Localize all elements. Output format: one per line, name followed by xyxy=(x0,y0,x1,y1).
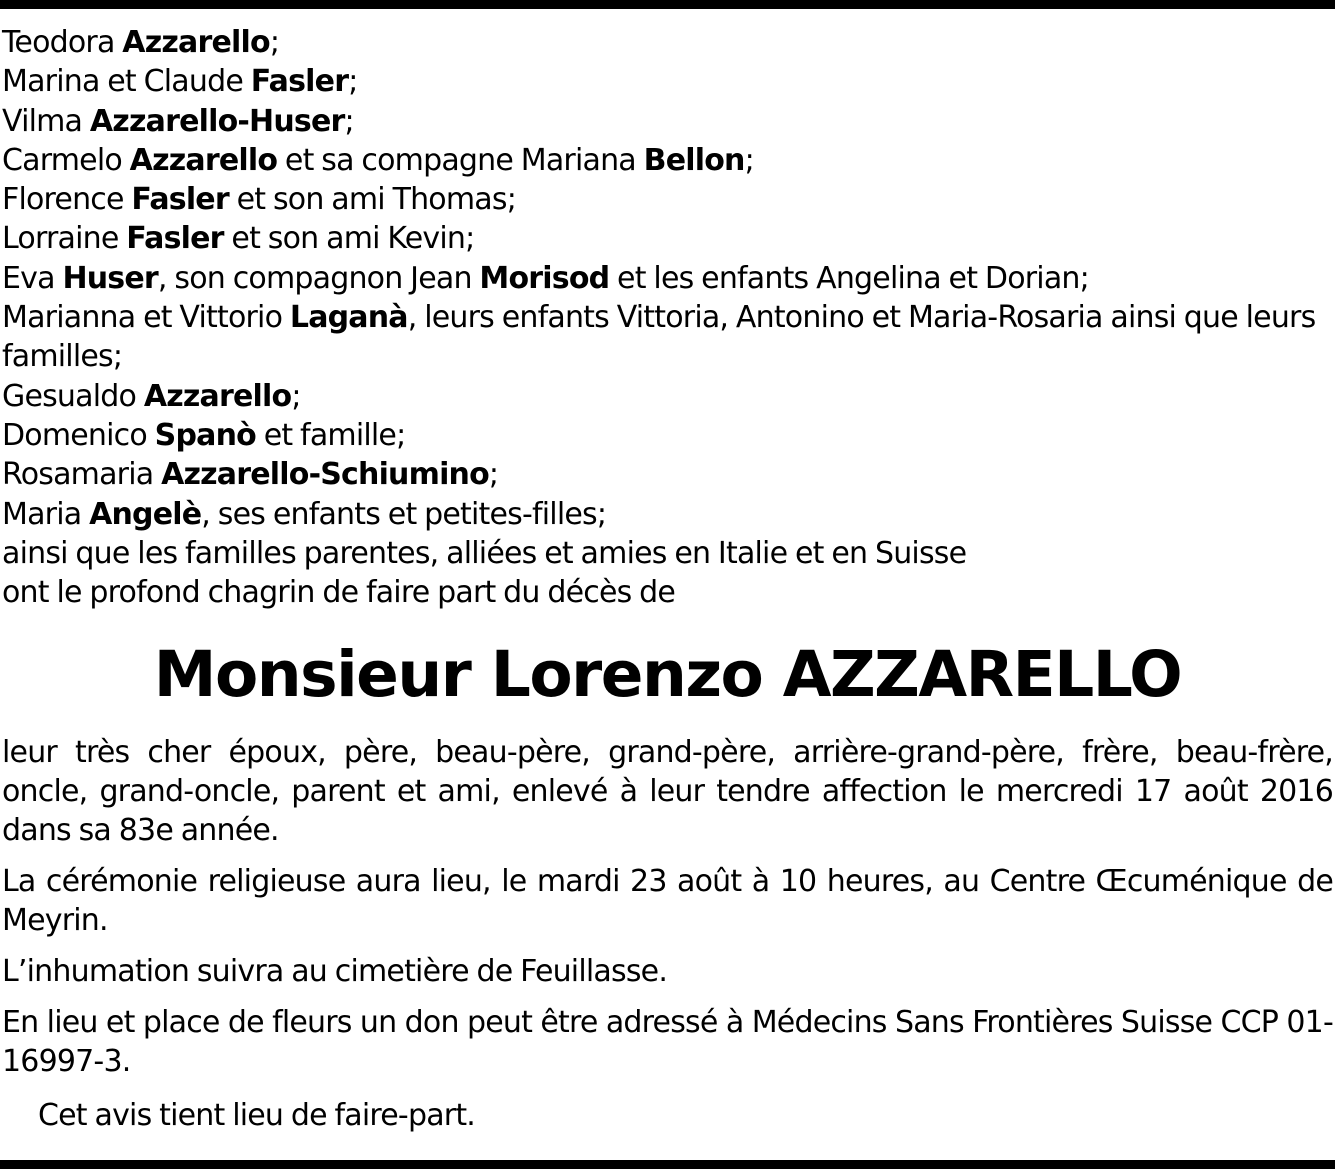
mourner-first-name: Lorraine xyxy=(2,221,127,257)
mourners-list xyxy=(2,23,1333,612)
mourner-suffix: ; xyxy=(488,457,499,493)
burial-paragraph: L’inhumation suivra au cimetière de Feuillasse. xyxy=(2,954,668,989)
bottom-rule xyxy=(0,1160,1335,1169)
mourner-suffix: et les enfants Angelina et Dorian; xyxy=(609,260,1089,296)
mourner-surname: Fasler xyxy=(131,182,229,218)
mourner-surname: Morisod xyxy=(479,260,610,296)
mourner-suffix: , leurs enfants Vittoria, Antonino et Maria-Rosaria ainsi que leurs familles; xyxy=(2,300,1316,375)
mourner-surname: Azzarello xyxy=(143,378,292,414)
mourner-first-name: Vilma xyxy=(2,103,90,139)
mourner-line xyxy=(2,23,1333,62)
mourner-suffix: ; xyxy=(348,64,358,100)
mourner-middle-text: et sa compagne Mariana xyxy=(277,142,644,178)
mourner-surname: Laganà xyxy=(289,300,408,336)
donation-paragraph: En lieu et place de fleurs un don peut être adressé à Médecins Sans Frontières Suisse CCP 01-16997-3. xyxy=(2,1005,1333,1079)
mourner-first-name: Gesualdo xyxy=(2,378,144,414)
mourner-first-name: Rosamaria xyxy=(2,457,162,493)
mourner-first-name: Teodora xyxy=(2,25,123,60)
mourner-first-name: Marina et Claude xyxy=(2,64,251,100)
mourner-first-name: Domenico xyxy=(2,417,155,453)
mourner-suffix: et son ami Thomas; xyxy=(228,182,517,218)
mourner-surname: Angelè xyxy=(89,496,202,532)
mourner-middle-text: , son compagnon Jean xyxy=(157,260,480,296)
mourner-line xyxy=(2,455,1333,494)
mourner-first-name: Marianna et Vittorio xyxy=(2,300,290,336)
mourner-surname: Azzarello xyxy=(129,142,278,178)
deceased-name: Monsieur Lorenzo AZZARELLO xyxy=(153,638,1182,711)
mourner-first-name: Florence xyxy=(2,182,132,218)
mourner-line xyxy=(2,495,1333,534)
mourner-suffix: , ses enfants et petites-filles; xyxy=(201,496,607,532)
mourner-first-name: Maria xyxy=(2,496,90,532)
mourner-surname: Fasler xyxy=(250,64,349,100)
families-line: ainsi que les familles parentes, alliées et amies en Italie et en Suisse xyxy=(2,535,967,571)
mourner-surname: Huser xyxy=(62,260,158,296)
top-rule xyxy=(0,0,1335,9)
mourner-surname: Azzarello xyxy=(122,25,270,60)
mourner-surname: Azzarello-Schiumino xyxy=(161,457,489,493)
notice-body xyxy=(2,733,1333,1095)
mourner-suffix: ; xyxy=(344,103,354,139)
mourner-suffix: ; xyxy=(269,25,280,60)
mourner-line xyxy=(2,298,1333,377)
mourner-first-name: Eva xyxy=(2,260,63,296)
mourner-suffix: ; xyxy=(291,378,301,414)
mourner-surname: Bellon xyxy=(643,142,745,178)
mourner-line xyxy=(2,180,1333,219)
closing-line: Cet avis tient lieu de faire-part. xyxy=(38,1098,476,1133)
mourner-surname: Fasler xyxy=(126,221,224,257)
announcement-line: ont le profond chagrin de faire part du décès de xyxy=(2,575,676,611)
mourner-line xyxy=(2,141,1333,180)
mourner-line xyxy=(2,259,1333,298)
mourner-line xyxy=(2,102,1333,141)
mourner-line xyxy=(2,219,1333,258)
mourner-surname: Azzarello-Huser xyxy=(89,103,345,139)
mourner-suffix: ; xyxy=(744,142,754,178)
mourner-line xyxy=(2,377,1333,416)
mourner-line xyxy=(2,416,1333,455)
mourner-line xyxy=(2,62,1333,101)
ceremony-paragraph: La cérémonie religieuse aura lieu, le mardi 23 août à 10 heures, au Centre Œcuménique de Meyrin. xyxy=(2,864,1333,938)
relation-paragraph: leur très cher époux, père, beau-père, grand-père, arrière-grand-père, frère, beau-frère, oncle, grand-oncle, parent et ami, enlevé à leur tendre affection le mercredi 17 août 2016 dans sa 83e année. xyxy=(2,735,1333,848)
mourner-first-name: Carmelo xyxy=(2,142,130,178)
mourner-surname: Spanò xyxy=(154,417,256,453)
mourner-suffix: et famille; xyxy=(255,417,406,453)
mourner-suffix: et son ami Kevin; xyxy=(223,221,475,257)
